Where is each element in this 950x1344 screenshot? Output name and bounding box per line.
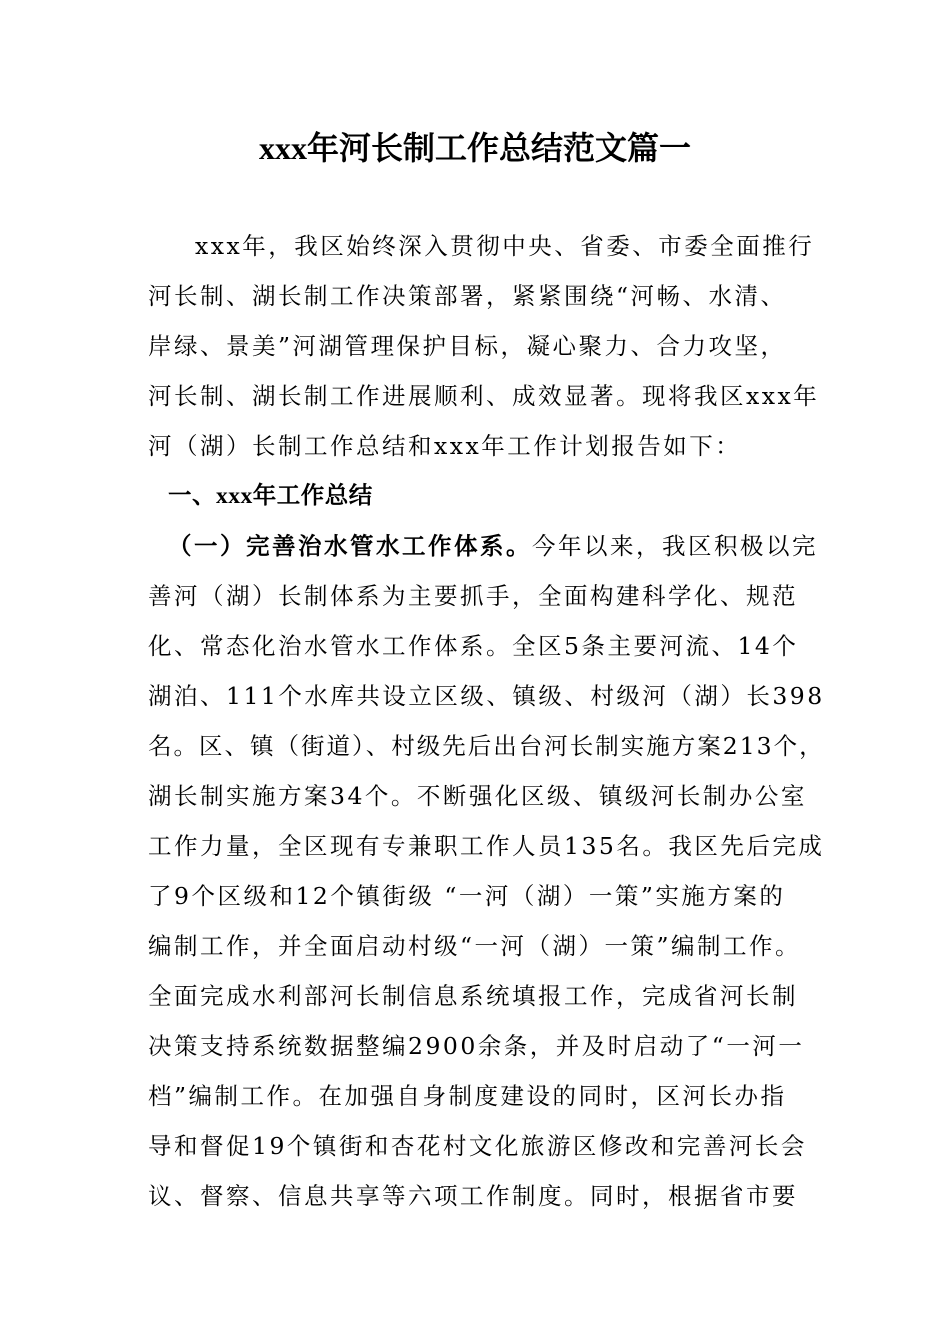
body-line: 编制工作，并全面启动村级“一河（湖）一策”编制工作。 bbox=[148, 932, 802, 960]
intro-line: 岸绿、景美”河湖管理保护目标，凝心聚力、合力攻坚， bbox=[148, 332, 787, 360]
body-line: 决策支持系统数据整编2900余条，并及时启动了“一河一 bbox=[148, 1032, 805, 1060]
body-line: 导和督促19个镇街和杏花村文化旅游区修改和完善河长会 bbox=[148, 1132, 807, 1160]
intro-line: 河长制、湖长制工作决策部署，紧紧围绕“河畅、水清、 bbox=[148, 282, 787, 310]
body-line: 议、督察、信息共享等六项工作制度。同时，根据省市要 bbox=[148, 1182, 798, 1210]
body-line: 善河（湖）长制体系为主要抓手，全面构建科学化、规范 bbox=[148, 582, 798, 610]
subsection-first-line-text: 今年以来，我区积极以完 bbox=[532, 532, 818, 560]
body-line: 工作力量，全区现有专兼职工作人员135名。我区先后完成 bbox=[148, 832, 825, 860]
intro-line: xxx年，我区始终深入贯彻中央、省委、市委全面推行 bbox=[195, 232, 815, 260]
body-line: 了9个区级和12个镇街级 “一河（湖）一策”实施方案的 bbox=[148, 882, 786, 910]
subsection-heading: （一）完善治水管水工作体系。 bbox=[168, 534, 532, 560]
body-line: 化、常态化治水管水工作体系。全区5条主要河流、14个 bbox=[148, 632, 799, 660]
body-line: 湖长制实施方案34个。不断强化区级、镇级河长制办公室 bbox=[148, 782, 807, 810]
section-heading: 一、xxx年工作总结 bbox=[168, 483, 373, 509]
intro-line: 河（湖）长制工作总结和xxx年工作计划报告如下： bbox=[148, 432, 742, 460]
body-line: 湖泊、111个水库共设立区级、镇级、村级河（湖）长398 bbox=[148, 682, 825, 710]
intro-line: 河长制、湖长制工作进展顺利、成效显著。现将我区xxx年 bbox=[148, 382, 820, 410]
body-line: 名。区、镇（街道）、村级先后出台河长制实施方案213个， bbox=[148, 732, 825, 760]
document-title: xxx年河长制工作总结范文篇一 bbox=[258, 130, 691, 166]
body-line: 全面完成水利部河长制信息系统填报工作，完成省河长制 bbox=[148, 982, 798, 1010]
body-line: 档”编制工作。在加强自身制度建设的同时，区河长办指 bbox=[148, 1082, 787, 1110]
subsection-first-line bbox=[168, 530, 818, 563]
